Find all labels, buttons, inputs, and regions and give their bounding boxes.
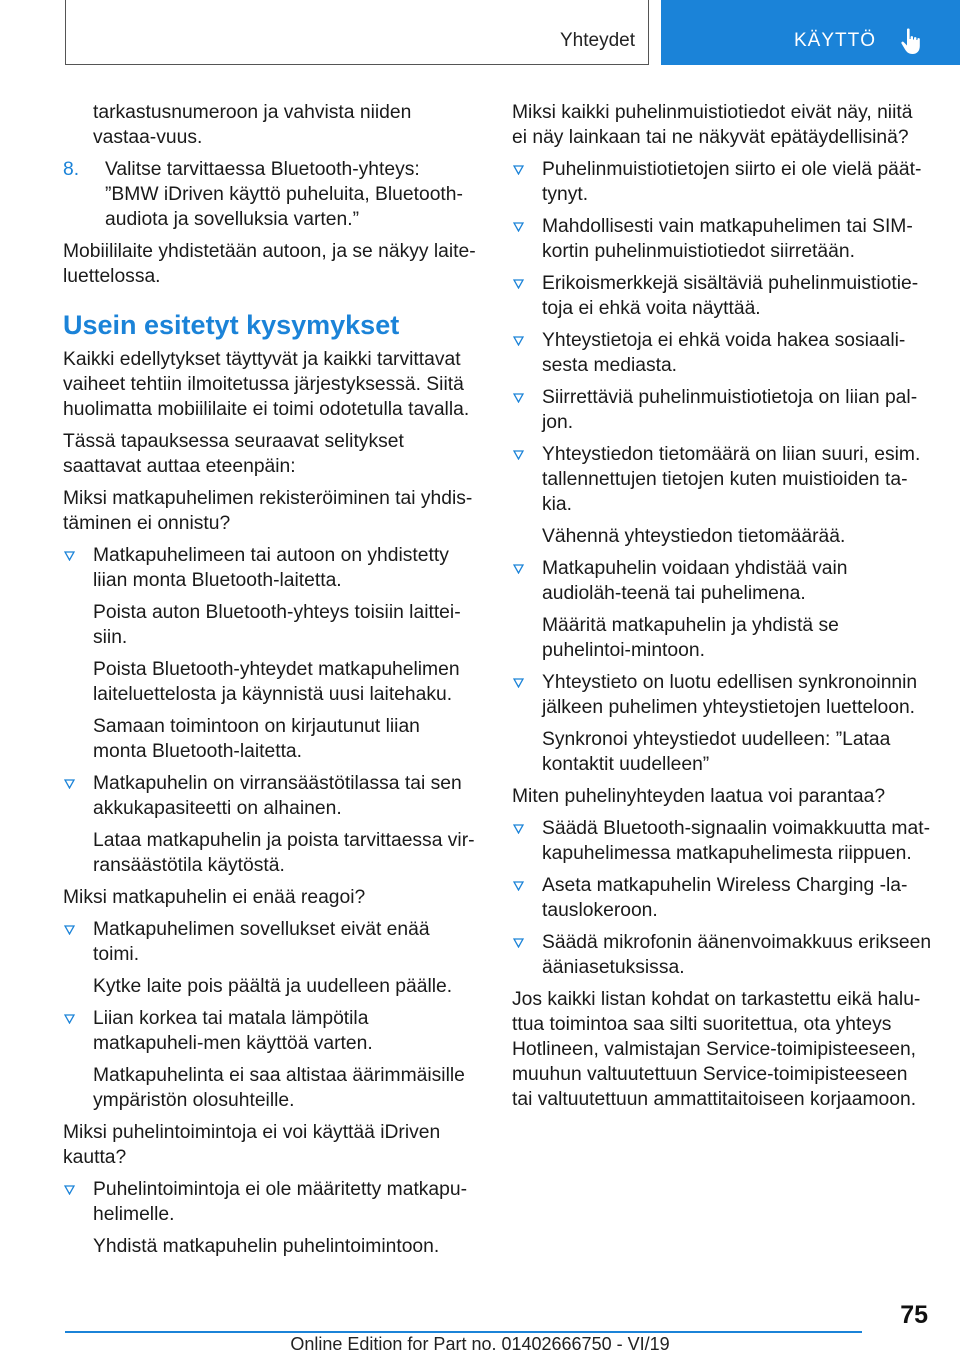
step-continuation: tarkastusnumeroon ja vahvista niiden vastaa-vuus. xyxy=(93,102,412,148)
remedy-text: Vähennä yhteystiedon tietomäärää. xyxy=(542,526,846,547)
paragraph: Kaikki edellytykset täyttyvät ja kaikki tarvittavat vaiheet tehtiin ilmoitetussa järjestyksessä. Siitä huolimatta mobiililaite ei toimi odotetulla tavalla. xyxy=(63,349,470,420)
triangle-bullet-icon xyxy=(513,678,524,688)
header-section-box xyxy=(65,0,649,65)
question: Miksi puhelintoimintoja ei voi käyttää iDriven kautta? xyxy=(63,1122,441,1168)
remedy-text: Poista Bluetooth-yhteydet matkapuhelimen laiteluettelosta ja käynnistä uusi laitehaku. xyxy=(93,659,460,705)
triangle-bullet-icon xyxy=(513,564,524,574)
triangle-bullet-icon xyxy=(513,450,524,460)
bullet-text: Matkapuhelin on virransäästötilassa tai sen akkukapasiteetti on alhainen. xyxy=(93,773,462,819)
bullet-item xyxy=(63,543,478,593)
triangle-bullet-icon xyxy=(64,925,75,935)
bullet-text: Yhteystiedon tietomäärä on liian suuri, esim. tallennettujen tietojen kuten muistioiden ta-kia. xyxy=(542,444,921,515)
triangle-bullet-icon xyxy=(64,1014,75,1024)
bullet-text: Puhelintoimintoja ei ole määritetty matkapu-helimelle. xyxy=(93,1179,468,1225)
triangle-bullet-icon xyxy=(513,336,524,346)
triangle-bullet-icon xyxy=(64,1185,75,1195)
bullet-text: Liian korkea tai matala lämpötila matkapuheli-men käyttöä varten. xyxy=(93,1008,373,1054)
paragraph: Jos kaikki listan kohdat on tarkastettu eikä halu-ttua toimintoa saa silti suoritettua, ota yhteys Hotlineen, valmistajan Service-toimipisteeseen, muuhun valtuutettuun Service-toimipisteeseen tai valtuutettuun ammattitaitoiseen korjaamoon. xyxy=(512,989,921,1110)
question: Miksi matkapuhelin ei enää reagoi? xyxy=(63,887,366,908)
bullet-item xyxy=(512,271,932,321)
bullet-text: Matkapuhelin voidaan yhdistää vain audioläh-teenä tai puhelimena. xyxy=(542,558,848,604)
paragraph: Tässä tapauksessa seuraavat selitykset saattavat auttaa eteenpäin: xyxy=(63,431,404,477)
bullet-text: Puhelinmuistiotietojen siirto ei ole vielä päät-tynyt. xyxy=(542,159,922,205)
left-column xyxy=(63,100,478,1266)
step-number: 8. xyxy=(63,159,80,180)
question: Miksi matkapuhelimen rekisteröiminen tai yhdis-täminen ei onnistu? xyxy=(63,488,473,534)
footer-divider xyxy=(65,1331,862,1333)
question: Miksi kaikki puhelinmuistiotiedot eivät näy, niitä ei näy lainkaan tai ne näkyvät epätäydellisinä? xyxy=(512,102,913,148)
bullet-item xyxy=(512,556,932,606)
bullet-text: Säädä mikrofonin äänenvoimakkuus erikseen ääniasetuksissa. xyxy=(542,932,932,978)
remedy-text: Kytke laite pois päältä ja uudelleen päälle. xyxy=(93,976,453,997)
header-chapter-tab xyxy=(661,0,960,65)
bullet-text: Erikoismerkkejä sisältäviä puhelinmuistiotie-toja ei ehkä voita näyttää. xyxy=(542,273,919,319)
section-title: Yhteydet xyxy=(560,30,635,51)
right-column xyxy=(512,100,932,1119)
bullet-item xyxy=(512,157,932,207)
step-item xyxy=(63,157,478,232)
bullet-item xyxy=(512,214,932,264)
bullet-item xyxy=(512,442,932,517)
bullet-item xyxy=(512,873,932,923)
bullet-text: Siirrettäviä puhelinmuistiotietoja on liian pal-jon. xyxy=(542,387,918,433)
bullet-item xyxy=(512,670,932,720)
pointing-hand-icon xyxy=(900,27,924,55)
bullet-item xyxy=(512,930,932,980)
question: Miten puhelinyhteyden laatua voi parantaa? xyxy=(512,786,886,807)
triangle-bullet-icon xyxy=(513,279,524,289)
triangle-bullet-icon xyxy=(64,779,75,789)
triangle-bullet-icon xyxy=(64,551,75,561)
bullet-item xyxy=(512,328,932,378)
page-number: 75 xyxy=(900,1301,928,1329)
bullet-text: Aseta matkapuhelin Wireless Charging -la-tauslokeroon. xyxy=(542,875,908,921)
bullet-item xyxy=(63,771,478,821)
chapter-title: KÄYTTÖ xyxy=(794,30,877,51)
bullet-item xyxy=(63,1177,478,1227)
bullet-text: Yhteystieto on luotu edellisen synkronoinnin jälkeen puhelimen yhteystietojen luetteloon. xyxy=(542,672,918,718)
remedy-text: Määritä matkapuhelin ja yhdistä se puhelintoi-mintoon. xyxy=(542,615,839,661)
triangle-bullet-icon xyxy=(513,881,524,891)
section-heading: Usein esitetyt kysymykset xyxy=(63,310,400,340)
bullet-text: Yhteystietoja ei ehkä voida hakea sosiaali-sesta mediasta. xyxy=(542,330,906,376)
bullet-text: Mahdollisesti vain matkapuhelimen tai SIM-kortin puhelinmuistiotiedot siirretään. xyxy=(542,216,913,262)
remedy-text: Yhdistä matkapuhelin puhelintoimintoon. xyxy=(93,1236,440,1257)
triangle-bullet-icon xyxy=(513,222,524,232)
triangle-bullet-icon xyxy=(513,938,524,948)
bullet-item xyxy=(63,917,478,967)
remedy-text: Poista auton Bluetooth-yhteys toisiin laittei-siin. xyxy=(93,602,461,648)
remedy-text: Samaan toimintoon on kirjautunut liian monta Bluetooth-laitetta. xyxy=(93,716,420,762)
paragraph: Mobiililaite yhdistetään autoon, ja se näkyy laite-luettelossa. xyxy=(63,241,476,287)
triangle-bullet-icon xyxy=(513,824,524,834)
triangle-bullet-icon xyxy=(513,165,524,175)
triangle-bullet-icon xyxy=(513,393,524,403)
step-text: Valitse tarvittaessa Bluetooth-yhteys: ”BMW iDriven käyttö puheluita, Bluetooth-audiota ja sovelluksia varten.” xyxy=(105,159,463,230)
bullet-item xyxy=(512,385,932,435)
remedy-text: Synkronoi yhteystiedot uudelleen: ”Lataa kontaktit uudelleen” xyxy=(542,729,891,775)
edition-note: Online Edition for Part no. 01402666750 - VI/19 xyxy=(290,1334,670,1354)
remedy-text: Lataa matkapuhelin ja poista tarvittaessa vir-ransäästötila käytöstä. xyxy=(93,830,475,876)
bullet-item xyxy=(512,816,932,866)
bullet-text: Matkapuhelimen sovellukset eivät enää toimi. xyxy=(93,919,430,965)
bullet-item xyxy=(63,1006,478,1056)
bullet-text: Matkapuhelimeen tai autoon on yhdistetty liian monta Bluetooth-laitetta. xyxy=(93,545,449,591)
bullet-text: Säädä Bluetooth-signaalin voimakkuutta mat-kapuhelimessa matkapuhelimesta riippuen. xyxy=(542,818,930,864)
remedy-text: Matkapuhelinta ei saa altistaa äärimmäisille ympäristön olosuhteille. xyxy=(93,1065,465,1111)
